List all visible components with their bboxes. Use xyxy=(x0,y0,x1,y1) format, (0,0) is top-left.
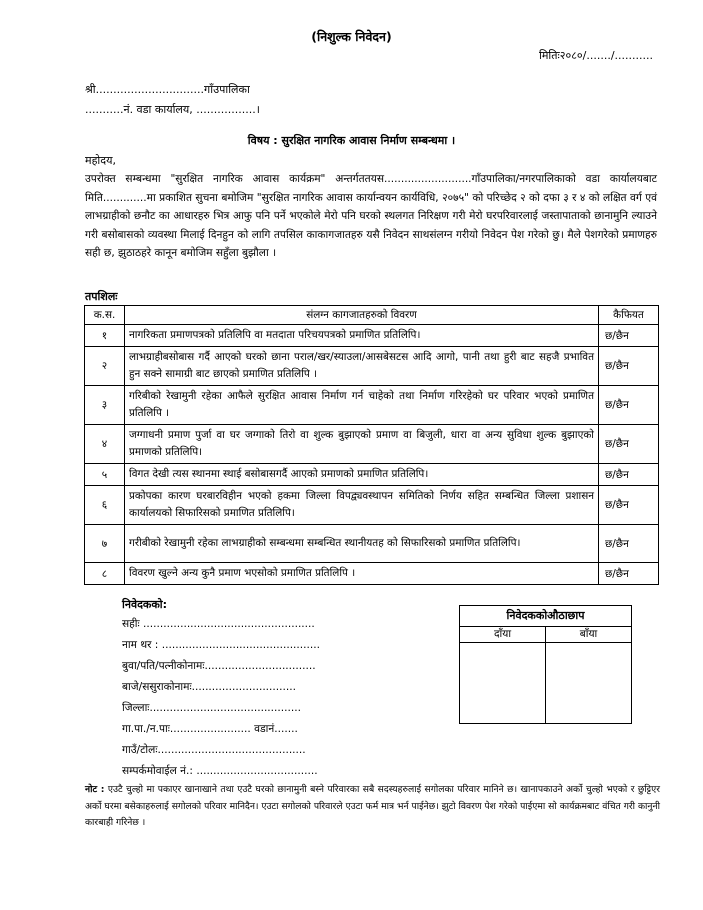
thumbprint-box xyxy=(459,605,632,724)
row-description: नागरिकता प्रमाणपत्रको प्रतिलिपि वा मतदाता परिचयपत्रको प्रमाणित प्रतिलिपि। xyxy=(125,325,599,347)
note-text: एउटै चुल्हो मा पकाएर खानाखाने तथा एउटै घरको छानामुनी बस्ने परिवारका सबै सदस्यहरुलाई सगोलका परिवार मानिने छ। खानापकाउने अर्को चुल्हो भएको र छुट्टिएर अर्को घरमा बसेकाहरुलाई सगोलको परिवार मानिदैन। एउटा सगोलको परिवारले एउटा फर्म मात्र भर्न पाईनेछ। झुटो विवरण पेश गरेको पाईएमा सो कार्यक्रमबाट वंचित गरी कानुनी कारबाही गरिनेछ । xyxy=(85,784,660,829)
row-description: विवरण खुल्ने अन्य कुनै प्रमाण भएसोको प्रमाणित प्रतिलिपि । xyxy=(125,563,599,585)
row-description: गरिबीको रेखामुनी रहेका आफैले सुरक्षित आवास निर्माण गर्न चाहेको तथा निर्माण गरिरहेको घर परिवार भएको प्रमाणित प्रतिलिपि । xyxy=(125,386,599,425)
row-description: विगत देखी त्यस स्थानमा स्थाई बसोबासगर्दै आएको प्रमाणको प्रमाणित प्रतिलिपि। xyxy=(125,464,599,486)
row-serial: १ xyxy=(85,325,125,347)
parent-spouse-name-field: बुवा/पति/पत्नीकोनामः................................. xyxy=(122,660,316,672)
mobile-number-field: सम्पर्कमोवाईल नं.: .................................... xyxy=(122,765,318,777)
grandparent-name-field: बाजे/ससुराकोनामः............................... xyxy=(122,681,296,693)
body-paragraph: उपरोक्त सम्बन्धमा "सुरक्षित नागरिक आवास कार्यक्रम" अन्तर्गततयस..........................गाँउपालिका/नगरपालिकाको वडा कार्यालयबाट मिति.............मा प्रकाशित सुचना बमोजिम "सुरक्षित नागरिक आवास कार्यान्वयन कार्यविधि, २०७५" को परिच्छेद २ को दफा ३ र ४ को लक्षित वर्ग एवं लाभग्राहीको छनौट का आधारहरु भित्र आफु पनि पर्ने भएकोले मेरो पनि घरको स्थलगत निरिक्षण गरी मेरो घरपरिवारलाई जस्तापाताको छानामुनि ल्याउने गरी बसोबासको व्यवस्था मिलाई दिनहुन को लागि तपसिल काकागजातहरु यसै निवेदन साथसंलग्न गरीयो निवेदन पेश गरेको छु। मैले पेशगरेको प्रमाणहरु सही छ, झुठाठहरे कानून बमोजिम सहुँला बुझौला । xyxy=(85,173,657,260)
table-row xyxy=(85,563,659,585)
row-remark: छ/छैन xyxy=(599,464,659,486)
table-row xyxy=(85,425,659,464)
row-serial: २ xyxy=(85,347,125,386)
details-label: तपशिलः xyxy=(85,290,118,303)
table-row xyxy=(85,486,659,525)
row-description: प्रकोपका कारण घरबारविहीन भएको हकमा जिल्ला विपद्व्यवस्थापन समितिको निर्णय सहित सम्बन्धित जिल्ला प्रशासन कार्यालयको सिफारिसको प्रमाणित प्रतिलिपि। xyxy=(125,486,599,525)
date-line: मितिः२०८०/......./........... xyxy=(539,49,653,62)
right-thumb-label: दाँया xyxy=(460,627,545,643)
salutation: महोदय, xyxy=(85,154,116,167)
row-serial: ४ xyxy=(85,425,125,464)
form-title: (निशुल्क निवेदन) xyxy=(311,29,392,44)
table-row xyxy=(85,464,659,486)
village-tole-field: गाउँ/टोलः............................................ xyxy=(122,744,306,756)
municipality-ward-field: गा.पा./न.पाः........................ वडानं....... xyxy=(122,723,298,735)
name-field: नाम थर : ............................................... xyxy=(122,639,321,651)
table-row xyxy=(85,386,659,425)
note-label: नोट : xyxy=(85,784,105,795)
right-thumb-cell xyxy=(460,627,546,723)
left-thumb-label: बाँया xyxy=(546,627,631,643)
row-remark: छ/छैन xyxy=(599,563,659,585)
district-field: जिल्लाः............................................. xyxy=(122,702,301,714)
header-description: संलग्न कागजातहरुको विवरण xyxy=(125,306,599,325)
row-remark: छ/छैन xyxy=(599,325,659,347)
table-header-row xyxy=(85,306,659,325)
signature-field: सहीः ................................................... xyxy=(122,618,315,630)
row-remark: छ/छैन xyxy=(599,525,659,563)
table-row xyxy=(85,325,659,347)
row-description: जग्गाधनी प्रमाण पुर्जा वा घर जग्गाको तिरो वा शुल्क बुझाएको प्रमाण वा बिजुली, धारा वा अन्य सुविधा शुल्क बुझाएको प्रमाणको प्रतिलिपि। xyxy=(125,425,599,464)
row-remark: छ/छैन xyxy=(599,425,659,464)
row-serial: ६ xyxy=(85,486,125,525)
row-description: गरीबीको रेखामुनी रहेका लाभग्राहीको सम्बन्धमा सम्बन्धित स्थानीयतह को सिफारिसको प्रमाणित प्रतिलिपि। xyxy=(125,525,599,563)
thumbprint-title: निवेदककोऔठाछाप xyxy=(460,606,631,627)
left-thumb-cell xyxy=(546,627,631,723)
applicant-heading: निवेदकको: xyxy=(122,598,168,611)
row-serial: ५ xyxy=(85,464,125,486)
ward-office-line: ...........नं. वडा कार्यालय, .................। xyxy=(85,103,260,116)
row-remark: छ/छैन xyxy=(599,347,659,386)
row-serial: ८ xyxy=(85,563,125,585)
row-serial: ७ xyxy=(85,525,125,563)
subject-line: विषय : सुरक्षित नागरिक आवास निर्माण सम्बन्धमा । xyxy=(247,134,456,147)
table-row xyxy=(85,525,659,563)
row-serial: ३ xyxy=(85,386,125,425)
row-description: लाभग्राहीबसोबास गर्दै आएको घरको छाना पराल/खर/स्याउला/आसबेसटस आदि आगो, पानी तथा हुरी बाट सहजै प्रभावित हुन सक्ने सामाग्री बाट छाएको प्रमाणित प्रतिलिपि । xyxy=(125,347,599,386)
note-paragraph xyxy=(85,782,660,832)
row-remark: छ/छैन xyxy=(599,386,659,425)
recipient-line: श्री...............................गाँउपालिका xyxy=(85,83,250,96)
row-remark: छ/छैन xyxy=(599,486,659,525)
header-remarks: कैफियत xyxy=(599,306,659,325)
documents-table xyxy=(84,305,659,585)
header-serial: क.स. xyxy=(85,306,125,325)
table-row xyxy=(85,347,659,386)
